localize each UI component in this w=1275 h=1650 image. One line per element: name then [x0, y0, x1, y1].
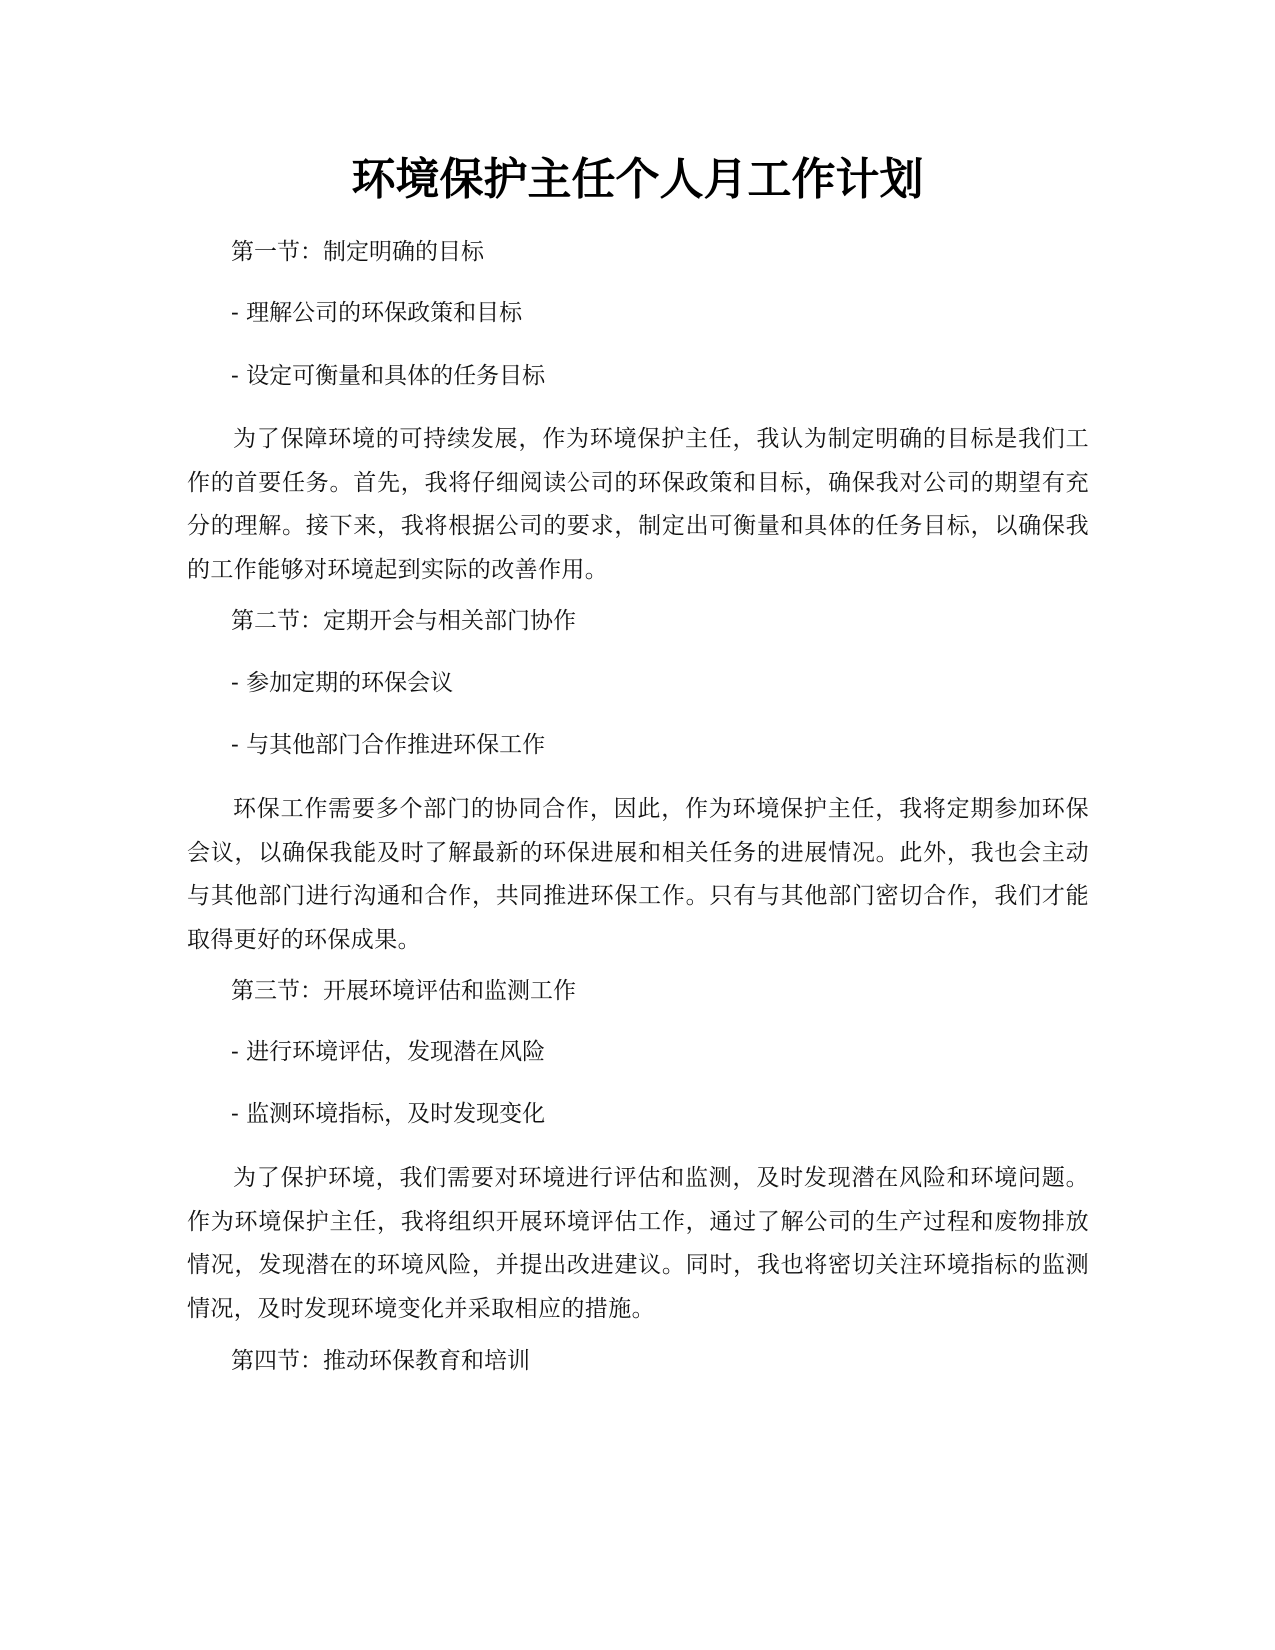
- section-2-bullet-2: - 与其他部门合作推进环保工作: [231, 732, 546, 758]
- section-1-heading: 第一节：制定明确的目标: [231, 239, 484, 265]
- section-2-heading: 第二节：定期开会与相关部门协作: [231, 608, 576, 634]
- section-3-bullet-1: - 进行环境评估，发现潜在风险: [231, 1039, 546, 1065]
- section-1-bullet-2: - 设定可衡量和具体的任务目标: [231, 363, 546, 389]
- section-4-heading: 第四节：推动环保教育和培训: [231, 1348, 530, 1374]
- section-3-bullet-2: - 监测环境指标，及时发现变化: [231, 1101, 546, 1127]
- section-1-paragraph: 为了保障环境的可持续发展，作为环境保护主任，我认为制定明确的目标是我们工作的首要任务。首先，我将仔细阅读公司的环保政策和目标，确保我对公司的期望有充分的理解。接下来，我将根据公司的要求，制定出可衡量和具体的任务目标，以确保我的工作能够对环境起到实际的改善作用。: [187, 426, 1089, 583]
- section-1-bullet-1: - 理解公司的环保政策和目标: [231, 300, 523, 326]
- section-2-paragraph: 环保工作需要多个部门的协同合作，因此，作为环境保护主任，我将定期参加环保会议，以确保我能及时了解最新的环保进展和相关任务的进展情况。此外，我也会主动与其他部门进行沟通和合作，共同推进环保工作。只有与其他部门密切合作，我们才能取得更好的环保成果。: [187, 796, 1089, 953]
- section-2-bullet-1: - 参加定期的环保会议: [231, 670, 454, 696]
- document-title: 环境保护主任个人月工作计划: [351, 154, 924, 205]
- section-3-paragraph: 为了保护环境，我们需要对环境进行评估和监测，及时发现潜在风险和环境问题。作为环境保护主任，我将组织开展环境评估工作，通过了解公司的生产过程和废物排放情况，发现潜在的环境风险，并提出改进建议。同时，我也将密切关注环境指标的监测情况，及时发现环境变化并采取相应的措施。: [187, 1165, 1089, 1322]
- section-3-heading: 第三节：开展环境评估和监测工作: [231, 978, 576, 1004]
